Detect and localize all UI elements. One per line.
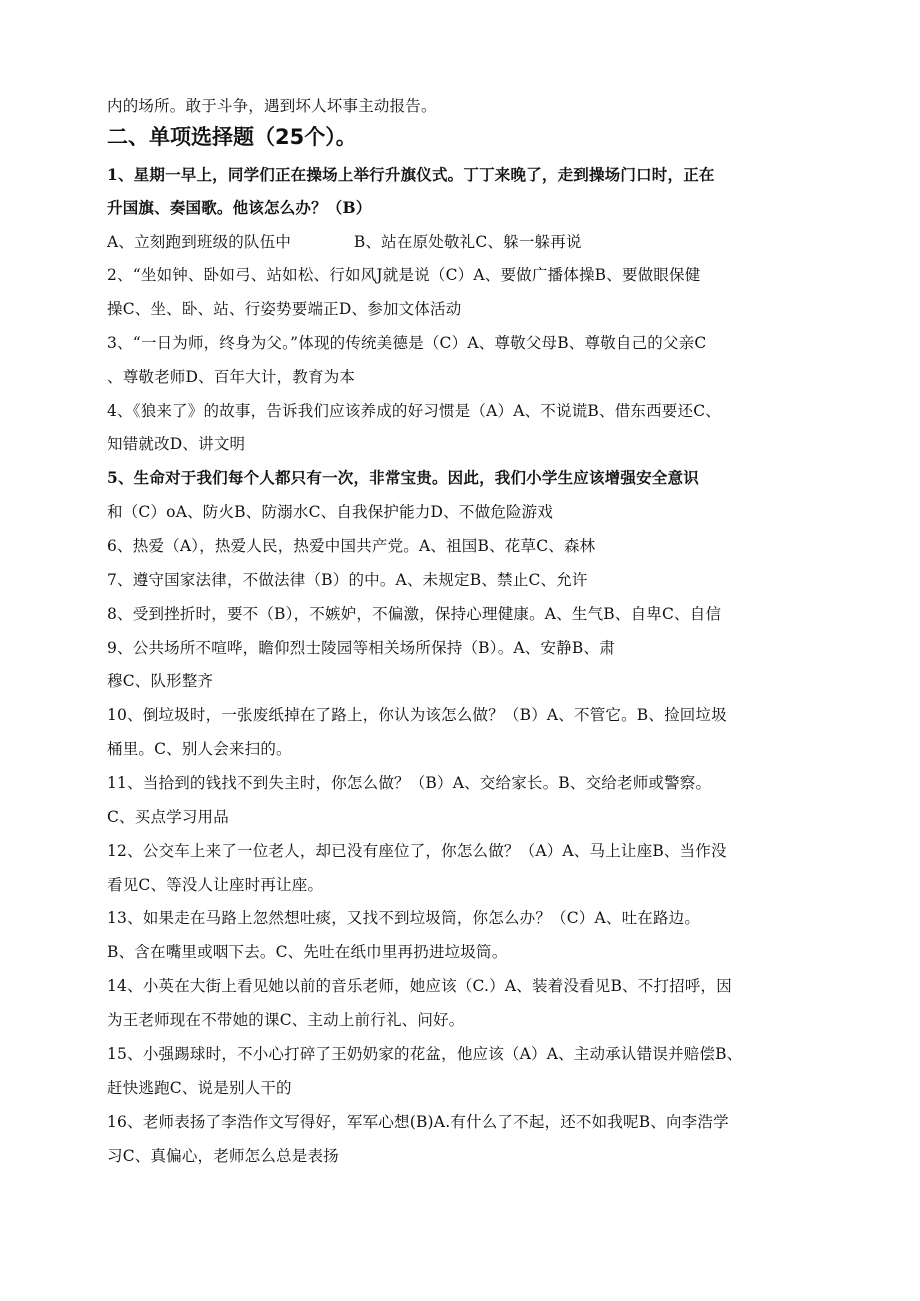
question-stem-3: 3、“一日为师，终身为父。”体现的传统美德是（C）A、尊敬父母B、尊敬自己的父亲C	[107, 334, 707, 352]
question-stem-5: 5、生命对于我们每个人都只有一次，非常宝贵。因此，我们小学生应该增强安全意识	[107, 468, 699, 487]
question-stem-11: 11、当拾到的钱找不到失主时，你怎么做？（B）A、交给家长。B、交给老师或警察。	[107, 774, 712, 792]
question-stem-2: 2、“坐如钟、卧如弓、站如松、行如风J就是说（C）A、要做广播体操B、要做眼保健	[107, 266, 701, 284]
question-cont-10: 桶里。C、别人会来扫的。	[107, 740, 292, 758]
question-cont-5: 和（C）oA、防火B、防溺水C、自我保护能力D、不做危险游戏	[107, 503, 554, 521]
question-stem-7: 7、遵守国家法律，不做法律（B）的中。A、未规定B、禁止C、允许	[107, 571, 588, 589]
question-options-11: C、买点学习用品	[107, 808, 229, 826]
question-options-13: B、含在嘴里或咽下去。C、先吐在纸巾里再扔进垃圾筒。	[107, 943, 508, 961]
section-title: 二、单项选择题（25个）。	[107, 125, 357, 149]
question-stem-8: 8、受到挫折时，要不（B），不嫉妒，不偏激，保持心理健康。A、生气B、自卑C、自信	[107, 605, 722, 623]
question-stem-10: 10、倒垃圾时，一张废纸掉在了路上，你认为该怎么做？（B）A、不管它。B、捡回垃圾	[107, 706, 727, 724]
question-cont-12: 看见C、等没人让座时再让座。	[107, 876, 324, 894]
question-stem-14: 14、小英在大街上看见她以前的音乐老师，她应该（C.）A、装着没看见B、不打招呼，因	[107, 977, 732, 995]
question-cont-1: 升国旗、奏国歌。他该怎么办？（B）	[107, 198, 372, 217]
question-stem-4: 4、《狼来了》的故事，告诉我们应该养成的好习惯是（A）A、不说谎B、借东西要还C、	[107, 402, 721, 420]
question-cont-9: 穆C、队形整齐	[107, 672, 214, 690]
question-stem-9: 9、公共场所不喧哗，瞻仰烈士陵园等相关场所保持（B）。A、安静B、肃	[107, 639, 615, 657]
question-stem-15: 15、小强踢球时，不小心打碎了王奶奶家的花盆，他应该（A）A、主动承认错误并赔偿B、	[107, 1045, 743, 1063]
question-cont-14: 为王老师现在不带她的课C、主动上前行礼、问好。	[107, 1011, 465, 1029]
question-stem-16: 16、老师表扬了李浩作文写得好，军军心想(B)A.有什么了不起，还不如我呢B、向李浩学	[107, 1113, 729, 1131]
question-cont-15: 赶快逃跑C、说是别人干的	[107, 1079, 292, 1097]
question-options-1: A、立刻跑到班级的队伍中 B、站在原处敬礼C、躲一躲再说	[107, 233, 582, 251]
question-cont-4: 知错就改D、讲文明	[107, 435, 246, 453]
question-cont-3: 、尊敬老师D、百年大计，教育为本	[107, 368, 356, 386]
question-stem-6: 6、热爱（A），热爱人民，热爱中国共产党。A、祖国B、花草C、森林	[107, 537, 596, 555]
question-stem-1: 1、星期一早上，同学们正在操场上举行升旗仪式。丁丁来晚了，走到操场门口时，正在	[107, 165, 715, 184]
intro-line: 内的场所。敢于斗争，遇到坏人坏事主动报告。	[107, 97, 437, 115]
question-stem-13: 13、如果走在马路上忽然想吐痰，又找不到垃圾筒，你怎么办？（C）A、吐在路边。	[107, 909, 701, 927]
question-cont-2: 操C、坐、卧、站、行姿势要端正D、参加文体活动	[107, 300, 462, 318]
question-cont-16: 习C、真偏心，老师怎么总是表扬	[107, 1147, 339, 1165]
question-stem-12: 12、公交车上来了一位老人，却已没有座位了，你怎么做？（A）A、马上让座B、当作没	[107, 842, 727, 860]
